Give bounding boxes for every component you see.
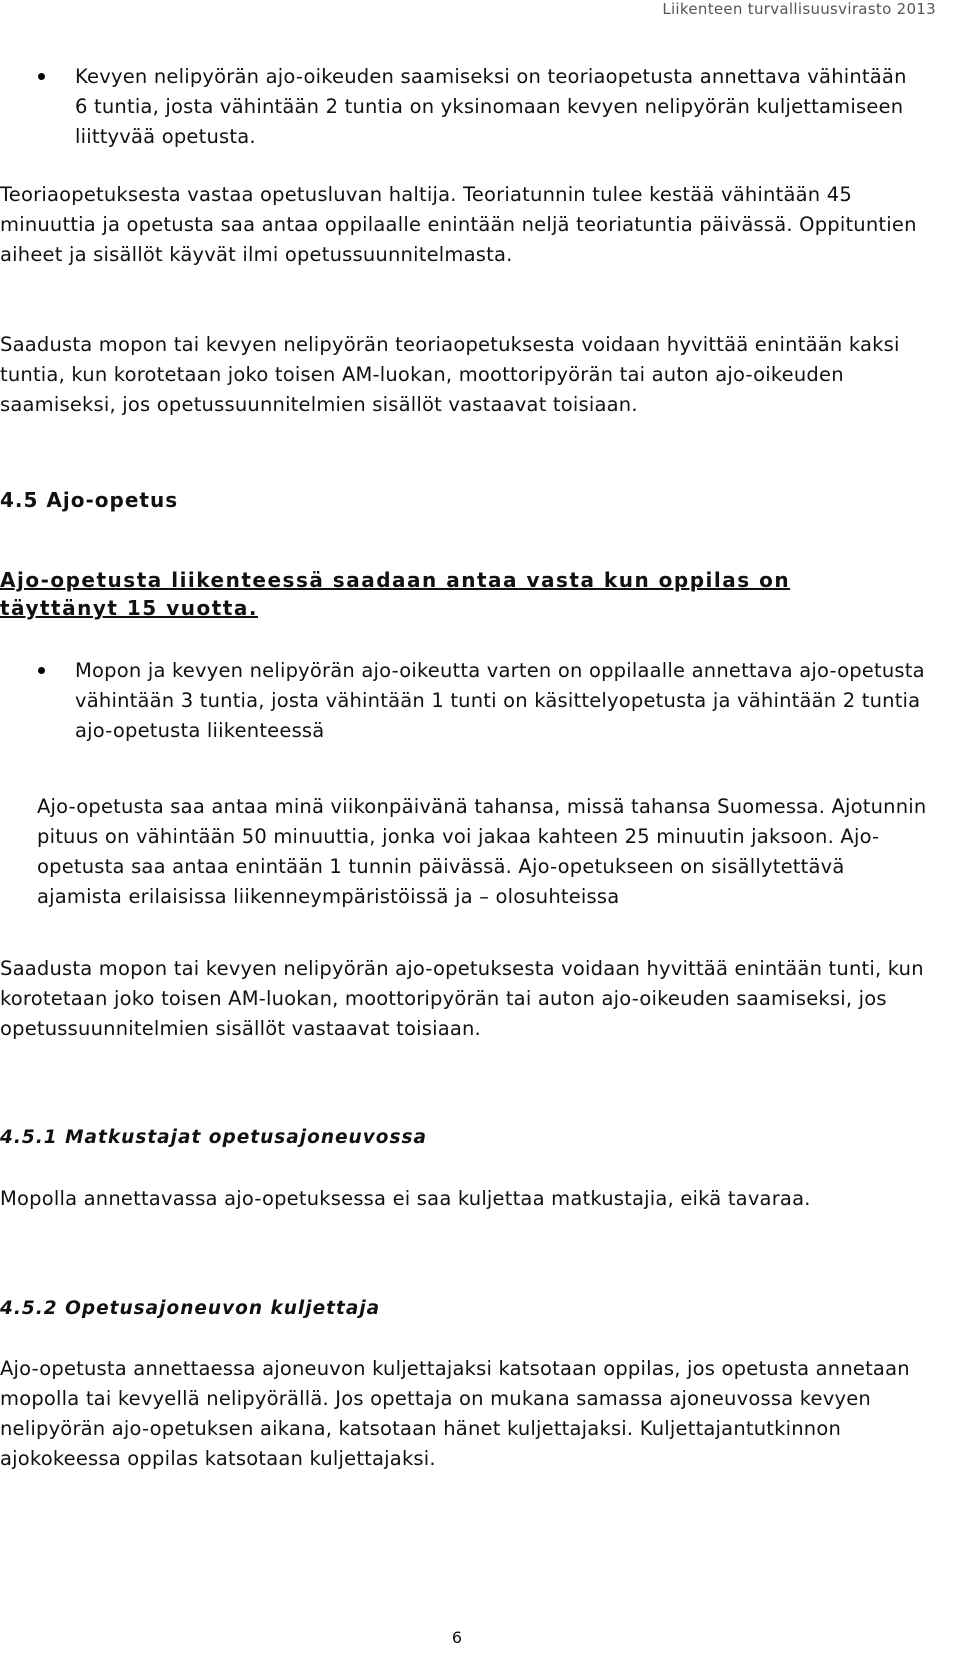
paragraph-hyvitys-teoria: [0, 330, 928, 420]
paragraph-text: Saadusta mopon tai kevyen nelipyörän teoriaopetuksesta voidaan hyvittää enintään kaksi tuntia, kun korotetaan joko toisen AM-luokan, moottoripyörän tai auton ajo-oikeuden saamiseksi, jos opetussuunnitelmien sisällöt vastaavat toisiaan.: [0, 333, 900, 416]
bullet-text: Kevyen nelipyörän ajo-oikeuden saamiseksi on teoriaopetusta annettava vähintään 6 tuntia, josta vähintään 2 tuntia on yksinomaan kevyen nelipyörän kuljettamiseen liittyvää opetusta.: [75, 65, 907, 148]
paragraph-text: Mopolla annettavassa ajo-opetuksessa ei saa kuljettaa matkustajia, eikä tavaraa.: [0, 1187, 811, 1210]
bullet-icon: [38, 73, 45, 80]
section-heading-4-5-2: 4.5.2 Opetusajoneuvon kuljettaja: [0, 1298, 381, 1319]
paragraph-text: Saadusta mopon tai kevyen nelipyörän ajo-opetuksesta voidaan hyvittää enintään tunti, kun korotetaan joko toisen AM-luokan, moottoripyörän tai auton ajo-oikeuden saamiseksi, jos opetussuunnitelmien sisällöt vastaavat toisiaan.: [0, 957, 924, 1040]
section-heading-4-5-1: 4.5.1 Matkustajat opetusajoneuvossa: [0, 1127, 427, 1148]
bullet-icon: [38, 667, 45, 674]
paragraph-ajo-opetus-aika: [37, 772, 927, 931]
paragraph-hyvitys-ajo: [0, 954, 928, 1044]
paragraph-text: Ajo-opetusta annettaessa ajoneuvon kuljettajaksi katsotaan oppilas, jos opetusta annetaan mopolla tai kevyellä nelipyörällä. Jos opettaja on mukana samassa ajoneuvossa kevyen nelipyörän ajo-opetuksen aikana, katsotaan hänet kuljettajaksi. Kuljettajantutkinnon ajokokeessa oppilas katsotaan kuljettajaksi.: [0, 1357, 910, 1470]
paragraph-matkustajat: [0, 1184, 928, 1214]
section-heading-4-5: 4.5 Ajo-opetus: [0, 488, 179, 512]
bullet-text: Mopon ja kevyen nelipyörän ajo-oikeutta varten on oppilaalle annettava ajo-opetusta vähintään 3 tuntia, josta vähintään 1 tunti on käsittelyopetusta ja vähintään 2 tuntia ajo-opetusta liikenteessä: [75, 659, 925, 742]
paragraph-teoriaopetus: [0, 180, 928, 270]
paragraph-kuljettaja: [0, 1354, 928, 1474]
page-number: 6: [451, 1628, 463, 1647]
paragraph-text: Ajo-opetusta saa antaa minä viikonpäivänä tahansa, missä tahansa Suomessa. Ajotunnin pituus on vähintään 50 minuuttia, jonka voi jakaa kahteen 25 minuutin jaksoon. Ajo-opetusta saa antaa enintään 1 tunnin päivässä. Ajo-opetukseen on sisällytettävä ajamista erilaisissa liikenneympäristöissä ja – olosuhteissa: [37, 794, 927, 908]
paragraph-text: Teoriaopetuksesta vastaa opetusluvan haltija. Teoriatunnin tulee kestää vähintään 45 minuuttia ja opetusta saa antaa oppilaalle enintään neljä teoriatuntia päivässä. Oppituntien aiheet ja sisällöt käyvät ilmi opetussuunnitelmasta.: [0, 183, 917, 266]
underlined-notice: Ajo-opetusta liikenteessä saadaan antaa vasta kun oppilas on täyttänyt 15 vuotta.: [0, 568, 791, 620]
page-header: Liikenteen turvallisuusvirasto 2013: [662, 0, 936, 18]
